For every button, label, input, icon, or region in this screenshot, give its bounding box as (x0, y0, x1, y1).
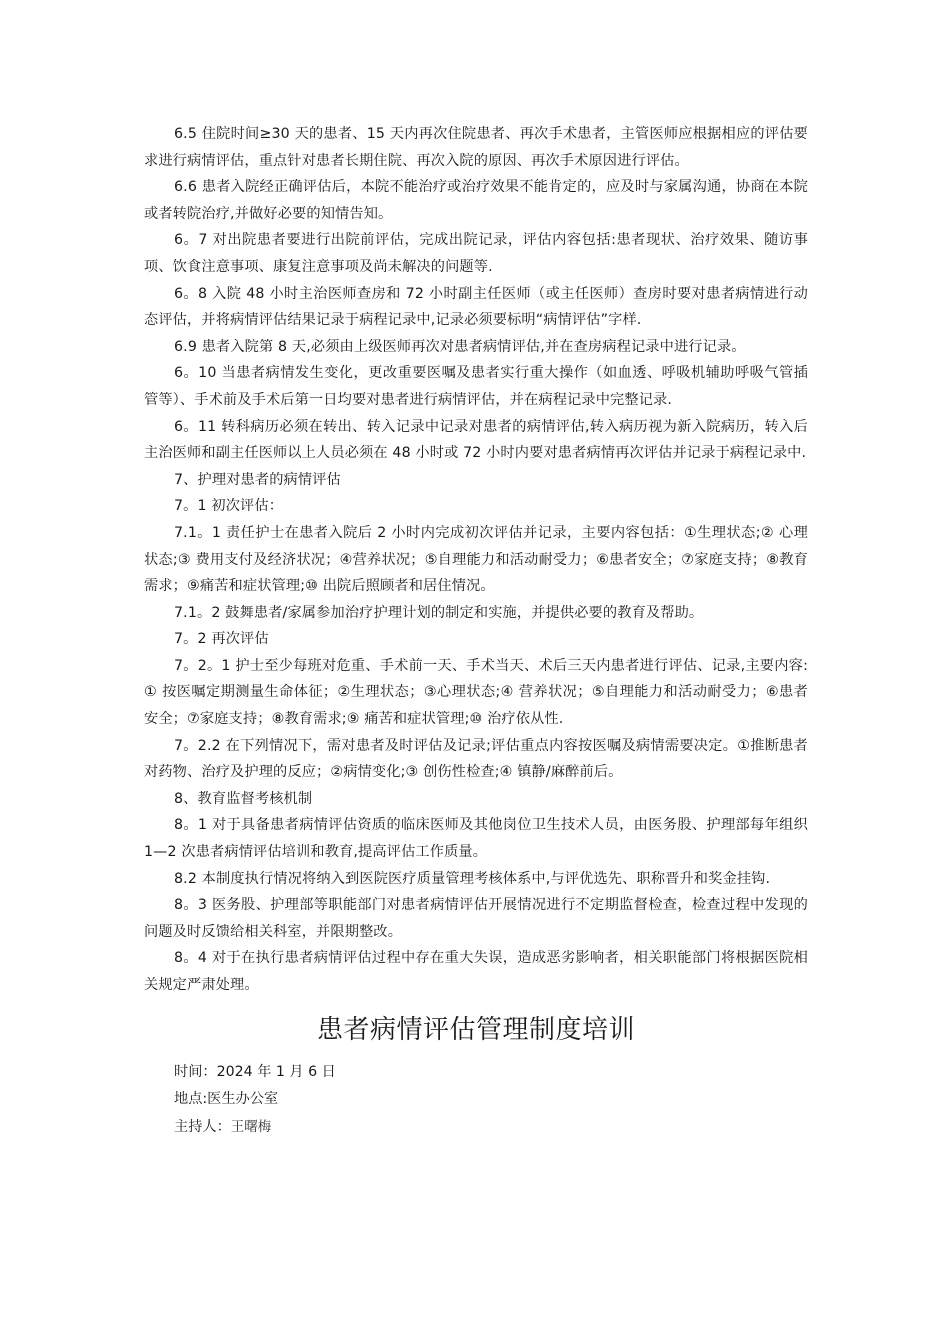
paragraph-6-6: 6.6 患者入院经正确评估后，本院不能治疗或治疗效果不能肯定的，应及时与家属沟通，协商在本院或者转院治疗,并做好必要的知情告知。 (144, 179, 808, 222)
paragraph-7-1-2: 7.1。2 鼓舞患者/家属参加治疗护理计划的制定和实施，并提供必要的教育及帮助。 (174, 604, 704, 621)
paragraph-6-10: 6。10 当患者病情发生变化，更改重要医嘱及患者实行重大操作（如血透、呼吸机辅助呼吸气管插管等）、手术前及手术后第一日均要对患者进行病情评估，并在病程记录中完整记录. (144, 365, 808, 408)
paragraph-6-5: 6.5 住院时间≥30 天的患者、15 天内再次住院患者、再次手术患者，主管医师应根据相应的评估要求进行病情评估，重点针对患者长期住院、再次入院的原因、再次手术原因进行评估。 (144, 126, 808, 169)
training-location-value: 医生办公室 (207, 1091, 279, 1108)
training-title: 患者病情评估管理制度培训 (316, 1014, 635, 1045)
training-time-line (144, 1059, 808, 1087)
training-time-label: 时间： (174, 1063, 217, 1080)
paragraph-7-2-2: 7。2.2 在下列情况下，需对患者及时评估及记录;评估重点内容按医嘱及病情需要决定。①推断患者对药物、治疗及护理的反应；②病情变化;③ 创伤性检查;④ 镇静/麻醉前后。 (144, 737, 808, 781)
paragraph-8-4: 8。4 对于在执行患者病情评估过程中存在重大失误，造成恶劣影响者，相关职能部门将根据医院相关规定严肃处理。 (144, 950, 808, 993)
document-body (144, 121, 808, 1141)
paragraph-6-8: 6。8 入院 48 小时主治医师查房和 72 小时副主任医师（或主任医师）查房时要对患者病情进行动态评估，并将病情评估结果记录于病程记录中,记录必须要标明“病情评估”字样. (144, 285, 808, 329)
paragraph-8-2: 8.2 本制度执行情况将纳入到医院医疗质量管理考核体系中,与评优选先、职称晋升和奖金挂钩. (174, 870, 771, 887)
training-time-value: 2024 年 1 月 6 日 (216, 1063, 336, 1080)
paragraph-8-1: 8。1 对于具备患者病情评估资质的临床医师及其他岗位卫生技术人员，由医务股、护理部每年组织 1—2 次患者病情评估培训和教育,提高评估工作质量。 (144, 817, 808, 861)
training-host-value: 王曙梅 (230, 1118, 272, 1135)
paragraph-6-11: 6。11 转科病历必须在转出、转入记录中记录对患者的病情评估,转入病历视为新入院病历，转入后主治医师和副主任医师以上人员必须在 48 小时或 72 小时内要对患者病情再次评估并记录于病程记录中. (144, 418, 808, 462)
paragraph-7-2-1: 7。2。1 护士至少每班对危重、手术前一天、手术当天、术后三天内患者进行评估、记录,主要内容:① 按医嘱定期测量生命体征；②生理状态；③心理状态;④ 营养状况；⑤自理能力和活动耐受力；⑥患者安全；⑦家庭支持；⑧教育需求;⑨ 痛苦和症状管理;⑩ 治疗依从性. (144, 657, 808, 728)
section-heading-8: 8、教育监督考核机制 (174, 790, 313, 807)
training-host-label: 主持人： (174, 1118, 231, 1135)
training-location-line (144, 1086, 808, 1114)
paragraph-6-7: 6。7 对出院患者要进行出院前评估，完成出院记录，评估内容包括:患者现状、治疗效果、随访事项、饮食注意事项、康复注意事项及尚未解决的问题等. (144, 232, 808, 275)
training-location-label: 地点: (174, 1091, 208, 1108)
paragraph-6-9: 6.9 患者入院第 8 天,必须由上级医师再次对患者病情评估,并在查房病程记录中进行记录。 (174, 338, 746, 355)
paragraph-8-3: 8。3 医务股、护理部等职能部门对患者病情评估开展情况进行不定期监督检查，检查过程中发现的问题及时反馈给相关科室，并限期整改。 (144, 897, 808, 940)
training-host-line (144, 1114, 808, 1142)
paragraph-7-1-1: 7.1。1 责任护士在患者入院后 2 小时内完成初次评估并记录，主要内容包括：①生理状态;② 心理状态;③ 费用支付及经济状况；④营养状况；⑤自理能力和活动耐受力；⑥患者安全；⑦家庭支持；⑧教育需求；⑨痛苦和症状管理;⑩ 出院后照顾者和居住情况。 (144, 524, 808, 595)
section-heading-7: 7、护理对患者的病情评估 (174, 471, 341, 488)
subsection-heading-7-1: 7。1 初次评估： (174, 498, 284, 515)
subsection-heading-7-2: 7。2 再次评估 (174, 631, 269, 648)
